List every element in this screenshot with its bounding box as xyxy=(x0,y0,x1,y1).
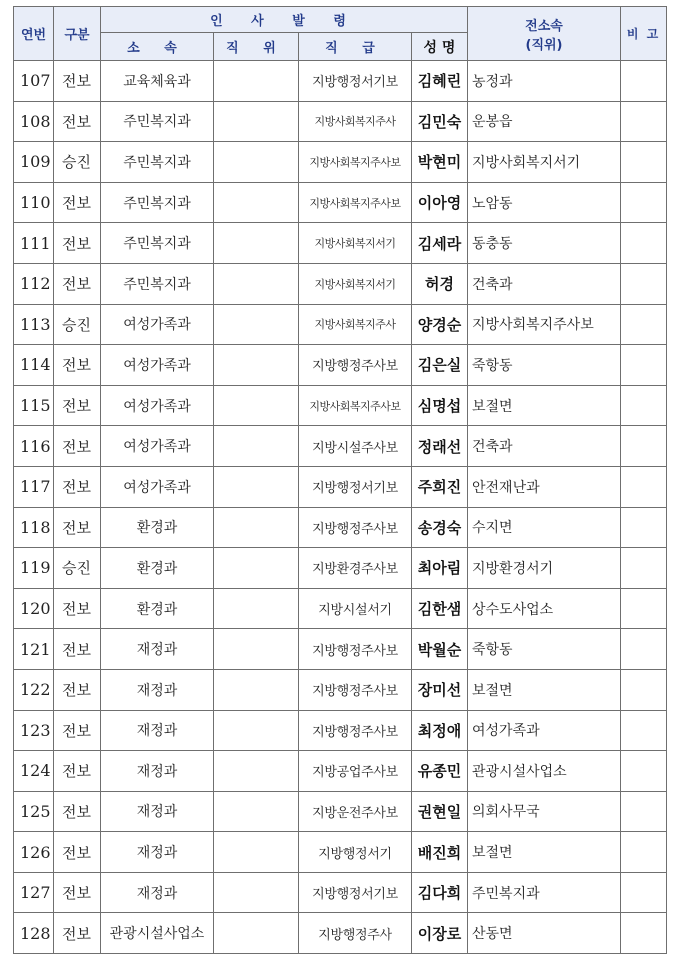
row-department: 주민복지과 xyxy=(101,101,214,142)
row-department: 환경과 xyxy=(101,588,214,629)
row-remarks xyxy=(621,629,667,670)
header-transfer xyxy=(468,7,621,61)
row-type: 전보 xyxy=(54,872,101,913)
row-type: 전보 xyxy=(54,182,101,223)
table-body xyxy=(14,61,667,954)
row-previous-dept: 건축과 xyxy=(468,426,621,467)
row-number: 108 xyxy=(14,101,54,142)
table-row xyxy=(14,629,667,670)
table-row xyxy=(14,710,667,751)
row-previous-dept: 주민복지과 xyxy=(468,872,621,913)
table-row xyxy=(14,263,667,304)
row-grade: 지방행정주사 xyxy=(299,913,412,954)
row-grade: 지방행정주사보 xyxy=(299,507,412,548)
row-type: 전보 xyxy=(54,710,101,751)
row-remarks xyxy=(621,832,667,873)
row-number: 125 xyxy=(14,791,54,832)
header-transfer-label: 전소속 xyxy=(525,18,563,34)
row-remarks xyxy=(621,182,667,223)
table-row xyxy=(14,588,667,629)
row-number: 128 xyxy=(14,913,54,954)
row-number: 116 xyxy=(14,426,54,467)
row-department: 주민복지과 xyxy=(101,142,214,183)
row-number: 122 xyxy=(14,669,54,710)
row-number: 107 xyxy=(14,61,54,102)
table-row xyxy=(14,548,667,589)
row-remarks xyxy=(621,669,667,710)
row-name: 김혜린 xyxy=(412,61,468,102)
row-previous-dept: 보절면 xyxy=(468,832,621,873)
row-type: 전보 xyxy=(54,426,101,467)
row-grade: 지방행정주사보 xyxy=(299,345,412,386)
table-row xyxy=(14,832,667,873)
row-number: 120 xyxy=(14,588,54,629)
row-department: 재정과 xyxy=(101,629,214,670)
row-previous-dept: 보절면 xyxy=(468,669,621,710)
row-number: 109 xyxy=(14,142,54,183)
row-department: 주민복지과 xyxy=(101,223,214,264)
row-grade: 지방사회복지주사 xyxy=(299,304,412,345)
row-department: 재정과 xyxy=(101,872,214,913)
row-remarks xyxy=(621,426,667,467)
row-position xyxy=(214,61,299,102)
row-type: 전보 xyxy=(54,101,101,142)
row-department: 여성가족과 xyxy=(101,304,214,345)
row-department: 주민복지과 xyxy=(101,182,214,223)
table-row xyxy=(14,304,667,345)
header-group: 인 사 발 령 xyxy=(101,7,468,33)
row-position xyxy=(214,872,299,913)
row-grade: 지방사회복지주사보 xyxy=(299,182,412,223)
row-previous-dept: 지방환경서기 xyxy=(468,548,621,589)
row-name: 양경순 xyxy=(412,304,468,345)
row-name: 박월순 xyxy=(412,629,468,670)
row-grade: 지방공업주사보 xyxy=(299,751,412,792)
row-position xyxy=(214,548,299,589)
row-department: 여성가족과 xyxy=(101,466,214,507)
row-position xyxy=(214,791,299,832)
row-position xyxy=(214,466,299,507)
row-grade: 지방시설서기 xyxy=(299,588,412,629)
row-remarks xyxy=(621,385,667,426)
row-department: 여성가족과 xyxy=(101,426,214,467)
row-name: 최아림 xyxy=(412,548,468,589)
row-name: 김한샘 xyxy=(412,588,468,629)
row-position xyxy=(214,345,299,386)
row-number: 124 xyxy=(14,751,54,792)
row-number: 110 xyxy=(14,182,54,223)
row-number: 127 xyxy=(14,872,54,913)
row-type: 전보 xyxy=(54,588,101,629)
row-type: 전보 xyxy=(54,61,101,102)
row-remarks xyxy=(621,548,667,589)
row-previous-dept: 죽항동 xyxy=(468,629,621,670)
row-type: 전보 xyxy=(54,466,101,507)
table-row xyxy=(14,466,667,507)
table-row xyxy=(14,142,667,183)
row-position xyxy=(214,832,299,873)
row-grade: 지방행정주사보 xyxy=(299,710,412,751)
row-type: 승진 xyxy=(54,548,101,589)
table-row xyxy=(14,507,667,548)
row-type: 전보 xyxy=(54,345,101,386)
header-dept: 소 속 xyxy=(101,33,214,61)
row-name: 허경 xyxy=(412,263,468,304)
row-grade: 지방행정주사보 xyxy=(299,629,412,670)
row-position xyxy=(214,507,299,548)
row-previous-dept: 보절면 xyxy=(468,385,621,426)
row-previous-dept: 노암동 xyxy=(468,182,621,223)
header-type: 구분 xyxy=(54,7,101,61)
row-position xyxy=(214,304,299,345)
row-department: 환경과 xyxy=(101,507,214,548)
row-previous-dept: 농정과 xyxy=(468,61,621,102)
row-remarks xyxy=(621,223,667,264)
row-name: 정래선 xyxy=(412,426,468,467)
row-type: 전보 xyxy=(54,791,101,832)
table-row xyxy=(14,385,667,426)
row-name: 김은실 xyxy=(412,345,468,386)
row-position xyxy=(214,588,299,629)
row-remarks xyxy=(621,507,667,548)
row-type: 전보 xyxy=(54,507,101,548)
row-position xyxy=(214,710,299,751)
row-remarks xyxy=(621,791,667,832)
row-number: 118 xyxy=(14,507,54,548)
header-position: 직 위 xyxy=(214,33,299,61)
row-position xyxy=(214,751,299,792)
row-grade: 지방행정서기보 xyxy=(299,61,412,102)
row-number: 117 xyxy=(14,466,54,507)
row-grade: 지방사회복지주사보 xyxy=(299,385,412,426)
row-name: 김세라 xyxy=(412,223,468,264)
table-row xyxy=(14,182,667,223)
row-grade: 지방사회복지서기 xyxy=(299,263,412,304)
row-name: 권현일 xyxy=(412,791,468,832)
row-name: 최정애 xyxy=(412,710,468,751)
row-number: 114 xyxy=(14,345,54,386)
row-type: 전보 xyxy=(54,629,101,670)
row-previous-dept: 의회사무국 xyxy=(468,791,621,832)
row-number: 112 xyxy=(14,263,54,304)
row-name: 이아영 xyxy=(412,182,468,223)
row-remarks xyxy=(621,872,667,913)
row-position xyxy=(214,385,299,426)
row-position xyxy=(214,182,299,223)
row-remarks xyxy=(621,263,667,304)
table-row xyxy=(14,61,667,102)
row-grade: 지방행정서기보 xyxy=(299,466,412,507)
row-number: 121 xyxy=(14,629,54,670)
row-previous-dept: 상수도사업소 xyxy=(468,588,621,629)
table-row xyxy=(14,345,667,386)
row-type: 승진 xyxy=(54,304,101,345)
table-row xyxy=(14,872,667,913)
row-grade: 지방사회복지주사보 xyxy=(299,142,412,183)
row-department: 여성가족과 xyxy=(101,345,214,386)
row-number: 115 xyxy=(14,385,54,426)
row-previous-dept: 운봉읍 xyxy=(468,101,621,142)
row-department: 환경과 xyxy=(101,548,214,589)
row-previous-dept: 수지면 xyxy=(468,507,621,548)
row-grade: 지방운전주사보 xyxy=(299,791,412,832)
row-previous-dept: 지방사회복지주사보 xyxy=(468,304,621,345)
row-number: 119 xyxy=(14,548,54,589)
row-type: 전보 xyxy=(54,832,101,873)
row-remarks xyxy=(621,142,667,183)
row-position xyxy=(214,101,299,142)
row-previous-dept: 지방사회복지서기 xyxy=(468,142,621,183)
header-transfer-sub: (직위) xyxy=(525,37,563,53)
row-department: 재정과 xyxy=(101,791,214,832)
row-department: 재정과 xyxy=(101,751,214,792)
row-name: 김민숙 xyxy=(412,101,468,142)
row-number: 111 xyxy=(14,223,54,264)
row-department: 관광시설사업소 xyxy=(101,913,214,954)
row-previous-dept: 여성가족과 xyxy=(468,710,621,751)
table-row xyxy=(14,223,667,264)
table-row xyxy=(14,751,667,792)
row-position xyxy=(214,629,299,670)
table-row xyxy=(14,791,667,832)
row-department: 재정과 xyxy=(101,669,214,710)
row-previous-dept: 안전재난과 xyxy=(468,466,621,507)
row-remarks xyxy=(621,304,667,345)
table-row xyxy=(14,426,667,467)
row-name: 주희진 xyxy=(412,466,468,507)
row-remarks xyxy=(621,61,667,102)
row-grade: 지방환경주사보 xyxy=(299,548,412,589)
row-type: 전보 xyxy=(54,385,101,426)
row-position xyxy=(214,263,299,304)
header-remarks: 비 고 xyxy=(621,7,667,61)
row-name: 김다희 xyxy=(412,872,468,913)
row-type: 전보 xyxy=(54,751,101,792)
row-previous-dept: 산동면 xyxy=(468,913,621,954)
row-previous-dept: 죽항동 xyxy=(468,345,621,386)
row-previous-dept: 동충동 xyxy=(468,223,621,264)
row-remarks xyxy=(621,101,667,142)
row-number: 123 xyxy=(14,710,54,751)
row-type: 전보 xyxy=(54,669,101,710)
table-row xyxy=(14,913,667,954)
row-name: 심명섭 xyxy=(412,385,468,426)
row-department: 교육체육과 xyxy=(101,61,214,102)
table-row xyxy=(14,669,667,710)
row-name: 박현미 xyxy=(412,142,468,183)
row-grade: 지방행정서기 xyxy=(299,832,412,873)
row-previous-dept: 관광시설사업소 xyxy=(468,751,621,792)
row-department: 재정과 xyxy=(101,832,214,873)
row-remarks xyxy=(621,751,667,792)
row-type: 전보 xyxy=(54,263,101,304)
row-position xyxy=(214,426,299,467)
row-grade: 지방행정주사보 xyxy=(299,669,412,710)
row-type: 전보 xyxy=(54,223,101,264)
row-grade: 지방행정서기보 xyxy=(299,872,412,913)
row-previous-dept: 건축과 xyxy=(468,263,621,304)
row-name: 장미선 xyxy=(412,669,468,710)
row-name: 배진희 xyxy=(412,832,468,873)
row-name: 송경숙 xyxy=(412,507,468,548)
row-position xyxy=(214,913,299,954)
header-no: 연번 xyxy=(14,7,54,61)
row-department: 여성가족과 xyxy=(101,385,214,426)
personnel-table xyxy=(13,6,667,954)
row-name: 이장로 xyxy=(412,913,468,954)
row-type: 전보 xyxy=(54,913,101,954)
row-number: 113 xyxy=(14,304,54,345)
header-grade: 직 급 xyxy=(299,33,412,61)
row-department: 주민복지과 xyxy=(101,263,214,304)
row-remarks xyxy=(621,913,667,954)
row-remarks xyxy=(621,345,667,386)
row-number: 126 xyxy=(14,832,54,873)
row-position xyxy=(214,142,299,183)
table-row xyxy=(14,101,667,142)
row-grade: 지방사회복지서기 xyxy=(299,223,412,264)
row-grade: 지방사회복지주사 xyxy=(299,101,412,142)
row-grade: 지방시설주사보 xyxy=(299,426,412,467)
row-position xyxy=(214,223,299,264)
row-remarks xyxy=(621,710,667,751)
row-remarks xyxy=(621,588,667,629)
row-name: 유종민 xyxy=(412,751,468,792)
row-department: 재정과 xyxy=(101,710,214,751)
header-name: 성 명 xyxy=(412,33,468,61)
row-type: 승진 xyxy=(54,142,101,183)
row-remarks xyxy=(621,466,667,507)
row-position xyxy=(214,669,299,710)
